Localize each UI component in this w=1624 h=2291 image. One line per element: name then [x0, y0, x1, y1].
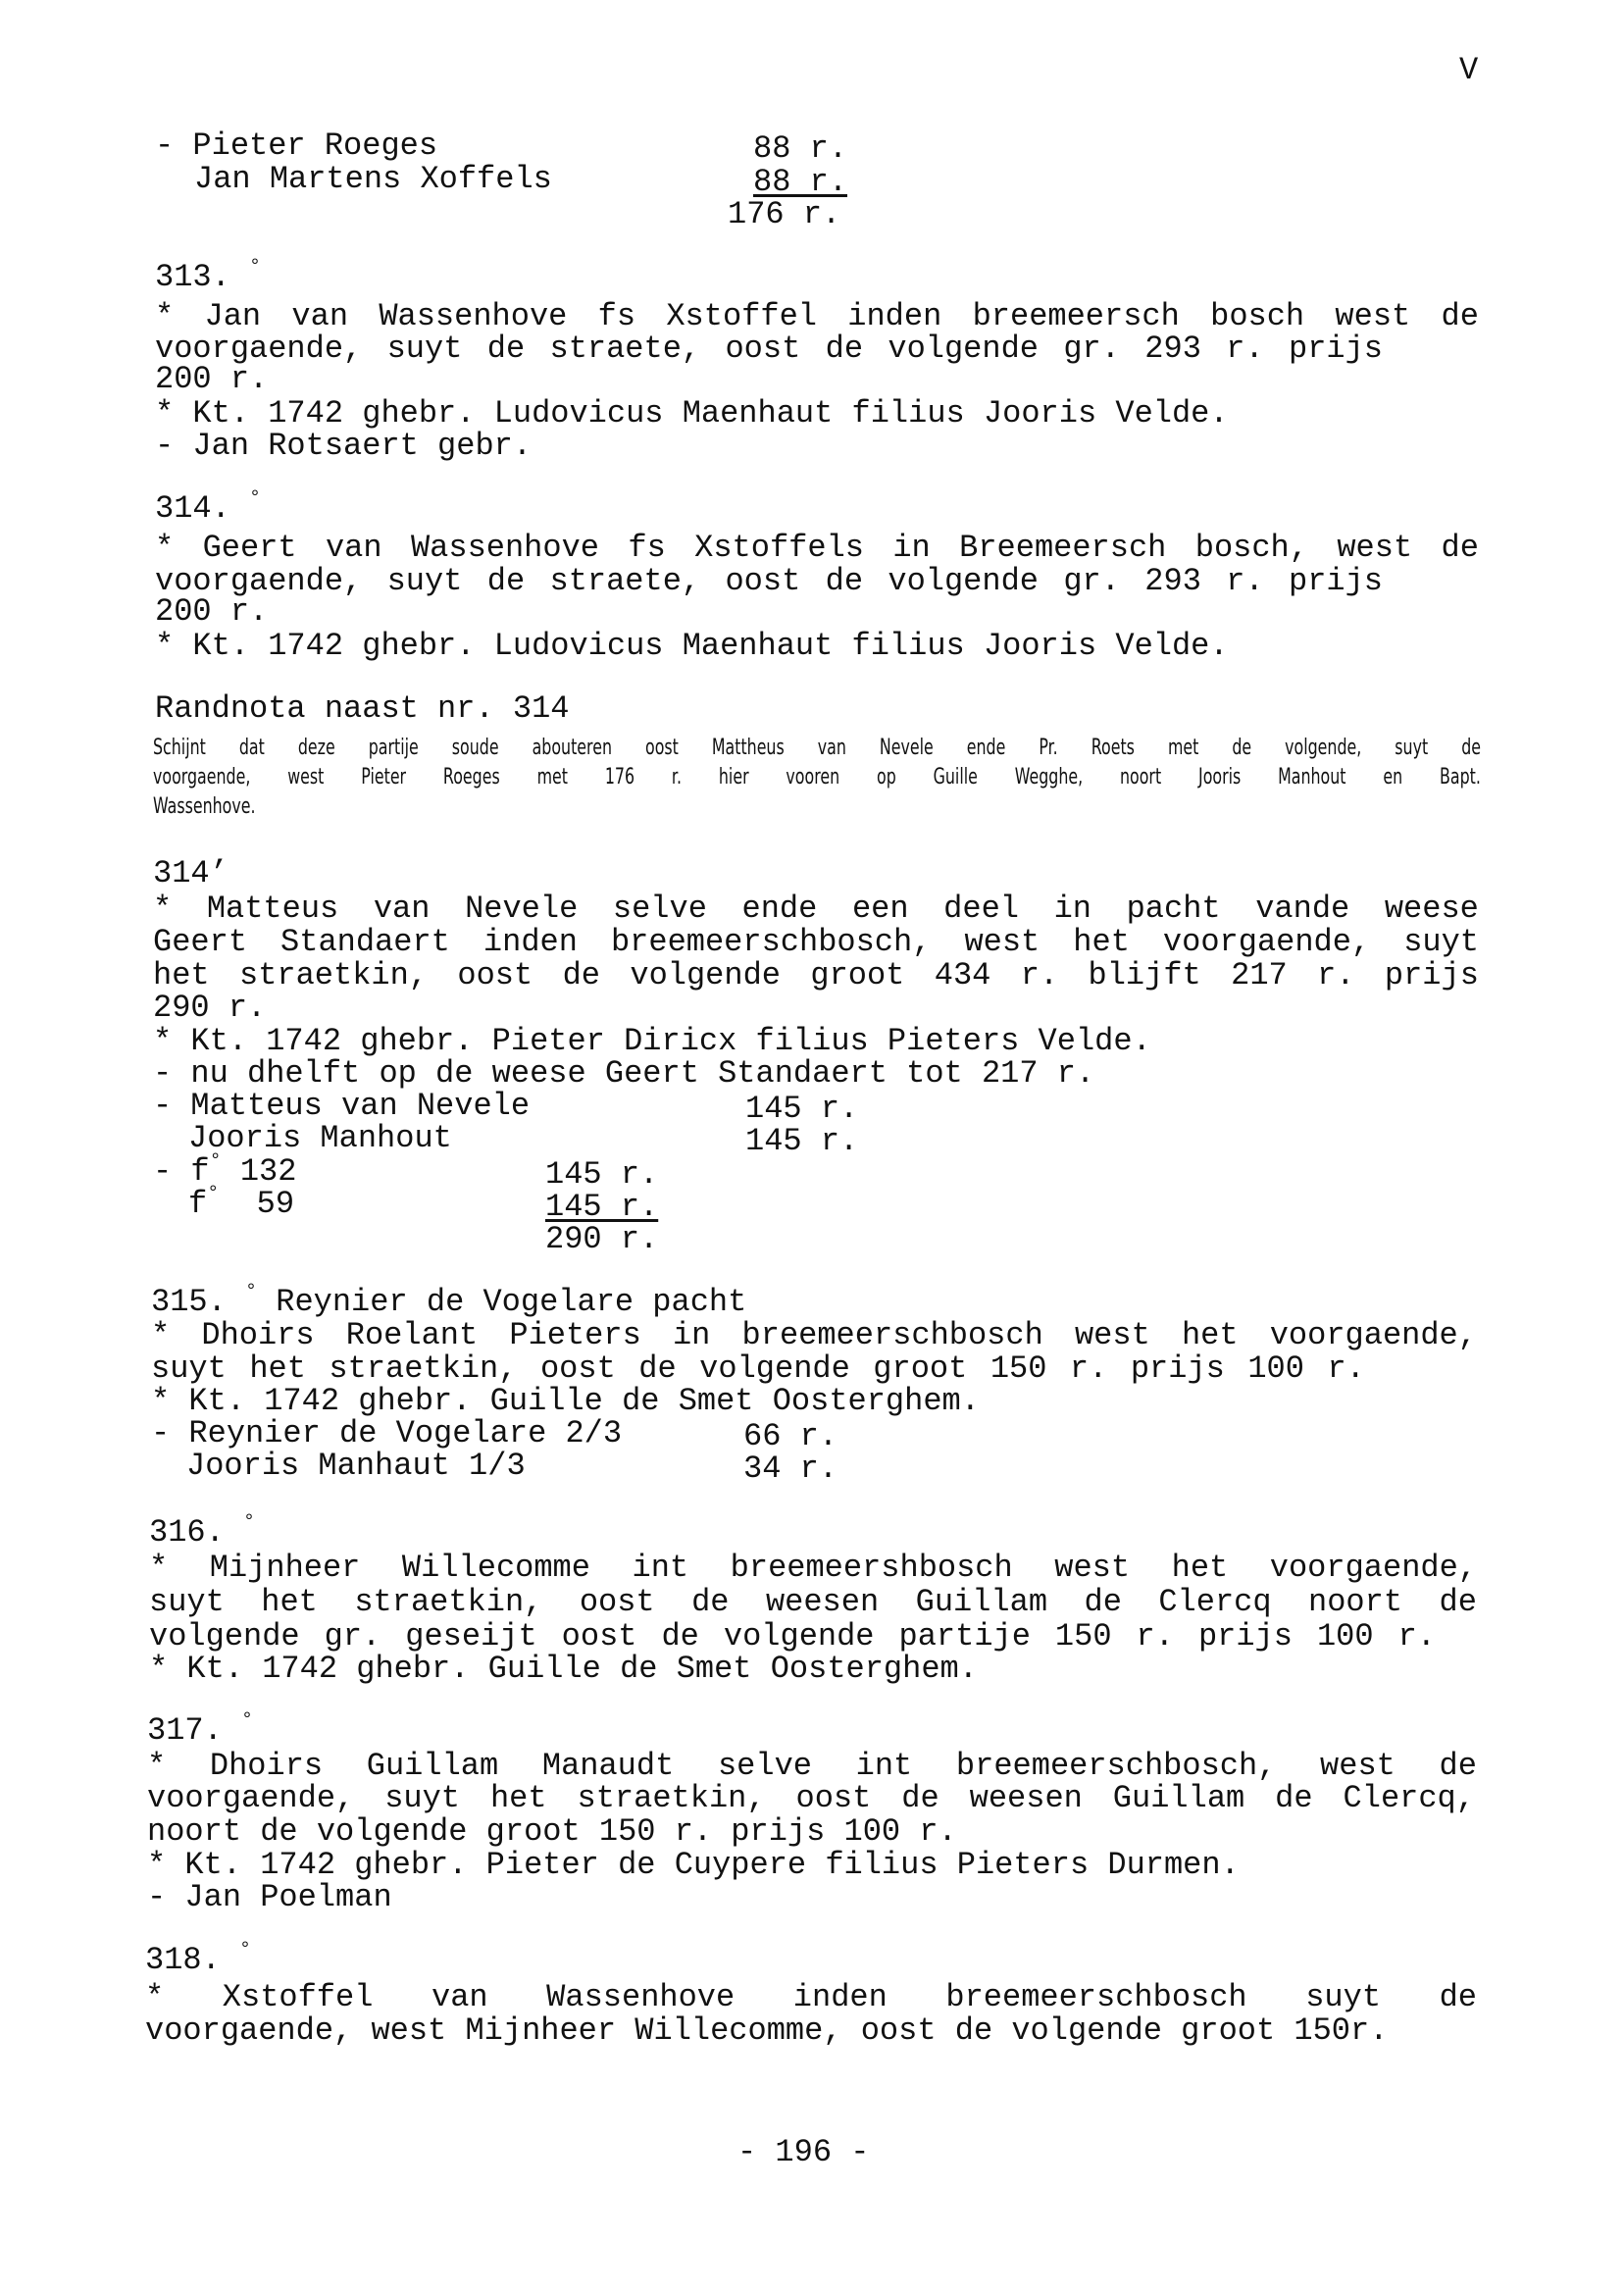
- word: vande: [1255, 891, 1350, 927]
- word: 150: [1054, 1618, 1112, 1655]
- word: int: [855, 1748, 913, 1784]
- word: fs: [597, 298, 636, 334]
- word: Jan: [204, 298, 262, 334]
- word: hier: [718, 765, 749, 789]
- word: Standaert: [280, 924, 450, 960]
- word: *: [145, 1979, 165, 2015]
- word: gr.: [1063, 331, 1120, 367]
- word: voorgaende,: [153, 765, 251, 789]
- entry-314-line3: 200 r.: [155, 593, 269, 630]
- word: inden: [792, 1979, 888, 2015]
- entry-314-line1: [155, 532, 1479, 564]
- entry-317-line1: [147, 1750, 1477, 1782]
- word: oost: [539, 1350, 616, 1387]
- entry-315-line2: [151, 1352, 1365, 1385]
- word: het: [153, 957, 210, 993]
- word: de: [1439, 1979, 1477, 2015]
- word: straetkin,: [354, 1584, 543, 1620]
- entry-314b-f-total: 290 r.: [545, 1221, 659, 1257]
- word: suyt: [386, 331, 463, 367]
- word: het: [1073, 924, 1130, 960]
- word: Roets: [1091, 736, 1135, 760]
- word: Dhoirs: [209, 1748, 324, 1784]
- word: Breemeersch: [959, 530, 1167, 566]
- word: van: [431, 1979, 488, 2015]
- word: van: [373, 891, 431, 927]
- entry-317-line4: * Kt. 1742 ghebr. Pieter de Cuypere filius Pieters Durmen.: [147, 1847, 1240, 1883]
- entry-317-line5: - Jan Poelman: [147, 1879, 392, 1915]
- word: dat: [238, 736, 265, 760]
- word: r.: [1136, 1618, 1174, 1655]
- word: de: [661, 1618, 699, 1655]
- word: gr.: [1063, 563, 1120, 599]
- word: het: [1171, 1550, 1229, 1586]
- word: fs: [628, 530, 666, 566]
- word: groot: [810, 957, 905, 993]
- word: r.: [1397, 1618, 1436, 1655]
- word: Bapt.: [1439, 765, 1481, 789]
- word: in: [672, 1317, 711, 1353]
- word: *: [153, 891, 173, 927]
- entry-314b-row1-name: - Matteus van Nevele: [153, 1088, 531, 1124]
- word: r.: [1069, 1350, 1108, 1387]
- word: geseijt: [405, 1618, 537, 1655]
- word: prijs: [1130, 1350, 1225, 1387]
- word: oost: [725, 331, 801, 367]
- word: r.: [1226, 331, 1264, 367]
- entry-314b-row2-name: Jooris Manhout: [188, 1120, 452, 1156]
- word: inden: [482, 924, 578, 960]
- entry-315-line3: * Kt. 1742 ghebr. Guille de Smet Oosterghem.: [151, 1383, 980, 1419]
- word: noort: [1308, 1584, 1403, 1620]
- word: Wassenhove: [410, 530, 599, 566]
- word: met: [1167, 736, 1199, 760]
- word: suyt: [1403, 924, 1479, 960]
- word: oost: [457, 957, 533, 993]
- word: r.: [1020, 957, 1059, 993]
- word: Clercq,: [1343, 1780, 1475, 1816]
- word: 293: [1144, 563, 1201, 599]
- word: selve: [717, 1748, 812, 1784]
- word: straetkin,: [329, 1350, 518, 1387]
- entry-313-line5: - Jan Rotsaert gebr.: [155, 428, 533, 464]
- word: oost: [725, 563, 801, 599]
- word: het: [249, 1350, 306, 1387]
- entry-316-line1: [149, 1552, 1477, 1584]
- word: Guille: [933, 765, 978, 789]
- word: r.: [1226, 563, 1264, 599]
- word: *: [151, 1317, 171, 1353]
- word: Geert: [153, 924, 248, 960]
- randnota-line1: [153, 734, 1481, 763]
- entry-314b-row1-value: 145 r.: [745, 1091, 859, 1127]
- word: r.: [671, 765, 683, 789]
- entry-315-row2-value: 34 r.: [743, 1451, 838, 1487]
- word: deze: [297, 736, 335, 760]
- entry-314-number: 314. °: [155, 487, 262, 527]
- page-marker: V: [1459, 52, 1479, 88]
- word: 176: [604, 765, 635, 789]
- word: west: [964, 924, 1040, 960]
- word: partije: [898, 1618, 1031, 1655]
- entry-316-line3: [149, 1620, 1436, 1653]
- word: voorgaende,: [1269, 1317, 1477, 1353]
- word: de: [486, 563, 526, 599]
- word: de: [901, 1780, 939, 1816]
- word: breemeerschbosch: [945, 1979, 1247, 2015]
- word: west: [287, 765, 325, 789]
- word: west: [1074, 1317, 1150, 1353]
- word: ende: [966, 736, 1006, 760]
- word: de: [1232, 736, 1252, 760]
- word: van: [325, 530, 382, 566]
- word: en: [1383, 765, 1403, 789]
- word: Manhout: [1278, 765, 1346, 789]
- word: Wassenhove: [546, 1979, 736, 2015]
- word: oost: [644, 736, 679, 760]
- word: de: [1441, 298, 1479, 334]
- word: volgende: [723, 1618, 875, 1655]
- word: oost: [579, 1584, 655, 1620]
- word: de: [1439, 1584, 1477, 1620]
- word: de: [638, 1350, 677, 1387]
- word: suyt: [151, 1350, 227, 1387]
- word: van: [291, 298, 349, 334]
- entry-314b-row2-value: 145 r.: [745, 1123, 859, 1159]
- word: het: [1181, 1317, 1239, 1353]
- word: Dhoirs: [201, 1317, 315, 1353]
- word: Roeges: [442, 765, 500, 789]
- entry-314b-line4: 290 r.: [153, 990, 267, 1026]
- entry-316-number: 316. °: [149, 1511, 256, 1551]
- entry-315-heading: 315. ° Reynier de Vogelare pacht: [151, 1281, 747, 1320]
- word: bosch,: [1194, 530, 1308, 566]
- word: 434: [934, 957, 991, 993]
- top-row2-value: 88 r.: [753, 164, 848, 200]
- entry-314b-f1: - f° 132: [153, 1150, 297, 1190]
- entry-317-line2: [147, 1782, 1475, 1814]
- word: deel: [943, 891, 1019, 927]
- word: weesen: [765, 1584, 880, 1620]
- entry-315-row1-name: - Reynier de Vogelare 2/3: [151, 1415, 623, 1451]
- word: voorgaende,: [147, 1780, 355, 1816]
- entry-313-line4: * Kt. 1742 ghebr. Ludovicus Maenhaut filius Jooris Velde.: [155, 395, 1229, 432]
- entry-315-row2-name: Jooris Manhaut 1/3: [186, 1448, 526, 1484]
- entry-314b-line2: [153, 926, 1479, 958]
- word: volgende: [630, 957, 781, 993]
- word: suyt: [384, 1780, 460, 1816]
- word: met: [536, 765, 568, 789]
- word: breemeerschbosch,: [955, 1748, 1277, 1784]
- word: in: [892, 530, 931, 566]
- word: selve: [612, 891, 707, 927]
- word: de: [1441, 530, 1479, 566]
- word: *: [155, 298, 175, 334]
- word: 293: [1144, 331, 1201, 367]
- word: Wegghe,: [1014, 765, 1084, 789]
- top-row1-value: 88 r.: [753, 130, 848, 167]
- entry-314-line4: * Kt. 1742 ghebr. Ludovicus Maenhaut filius Jooris Velde.: [155, 628, 1229, 664]
- entry-314b-f2-value: 145 r.: [545, 1189, 659, 1225]
- word: bosch: [1210, 298, 1305, 334]
- word: suyt: [386, 563, 463, 599]
- word: oost: [795, 1780, 872, 1816]
- word: volgende: [699, 1350, 850, 1387]
- word: int: [632, 1550, 689, 1586]
- word: volgende: [888, 331, 1039, 367]
- entry-314b-line1: [153, 892, 1479, 925]
- word: 100: [1247, 1350, 1304, 1387]
- word: voorgaende,: [155, 331, 363, 367]
- entry-316-line4: * Kt. 1742 ghebr. Guille de Smet Oosterghem.: [149, 1651, 978, 1687]
- entry-314b-number: 314’: [153, 855, 228, 891]
- word: west: [1335, 298, 1411, 334]
- word: de: [486, 331, 526, 367]
- word: prijs: [1288, 563, 1383, 599]
- word: straetkin,: [577, 1780, 766, 1816]
- word: Matteus: [206, 891, 339, 927]
- word: suyt: [1305, 1979, 1382, 2015]
- word: volgende,: [1285, 736, 1362, 760]
- word: een: [851, 891, 909, 927]
- word: west: [1337, 530, 1413, 566]
- word: Xstoffel: [666, 298, 817, 334]
- entry-314b-line6: - nu dhelft op de weese Geert Standaert tot 217 r.: [153, 1055, 1095, 1092]
- word: soude: [451, 736, 499, 760]
- word: vooren: [786, 765, 840, 789]
- entry-316-line2: [149, 1586, 1477, 1618]
- word: Guillam: [915, 1584, 1048, 1620]
- word: Nevele: [879, 736, 934, 760]
- word: Xstoffels: [694, 530, 864, 566]
- word: inden: [847, 298, 942, 334]
- entry-314b-line5: * Kt. 1742 ghebr. Pieter Diricx filius Pieters Velde.: [153, 1023, 1151, 1059]
- entry-314b-f1-value: 145 r.: [545, 1156, 659, 1193]
- randnota-heading: Randnota naast nr. 314: [155, 690, 570, 727]
- page-number: - 196 -: [737, 2134, 870, 2170]
- word: straete,: [549, 563, 701, 599]
- word: partije: [368, 736, 419, 760]
- randnota-line2: [153, 763, 1481, 792]
- word: de: [562, 957, 600, 993]
- word: breemeershbosch: [730, 1550, 1013, 1586]
- word: de: [1461, 736, 1481, 760]
- word: Schijnt: [153, 736, 206, 760]
- word: breemeerschbosch: [741, 1317, 1043, 1353]
- word: voorgaende,: [1269, 1550, 1477, 1586]
- word: Wassenhove: [379, 298, 568, 334]
- top-row2-name: Jan Martens Xoffels: [194, 161, 552, 197]
- word: volgende: [888, 563, 1039, 599]
- word: pacht: [1126, 891, 1221, 927]
- word: Clercq: [1158, 1584, 1272, 1620]
- word: voorgaende,: [155, 563, 363, 599]
- entry-313-line1: [155, 300, 1479, 332]
- entry-318-line2: voorgaende, west Mijnheer Willecomme, oost de volgende groot 150r.: [145, 2012, 1389, 2049]
- word: suyt: [149, 1584, 225, 1620]
- word: Mijnheer: [209, 1550, 361, 1586]
- word: Guillam: [366, 1748, 499, 1784]
- word: 217: [1231, 957, 1288, 993]
- word: 150: [990, 1350, 1047, 1387]
- word: straetkin,: [238, 957, 429, 993]
- word: Pieter: [361, 765, 407, 789]
- word: straete,: [549, 331, 701, 367]
- word: het: [261, 1584, 318, 1620]
- word: prijs: [1288, 331, 1383, 367]
- word: Guillam: [1112, 1780, 1245, 1816]
- word: blijft: [1088, 957, 1201, 993]
- word: gr.: [324, 1618, 381, 1655]
- word: oost: [561, 1618, 637, 1655]
- top-total: 176 r.: [728, 196, 841, 232]
- word: de: [691, 1584, 730, 1620]
- word: *: [149, 1550, 169, 1586]
- word: Nevele: [465, 891, 579, 927]
- word: west: [1320, 1748, 1396, 1784]
- word: in: [1053, 891, 1091, 927]
- word: Jooris: [1198, 765, 1242, 789]
- word: Manaudt: [541, 1748, 675, 1784]
- word: noort: [1120, 765, 1162, 789]
- word: Geert: [202, 530, 297, 566]
- word: de: [825, 331, 864, 367]
- entry-313-line3: 200 r.: [155, 361, 269, 397]
- randnota-line3: Wassenhove.: [153, 794, 256, 819]
- entry-313-line2: [155, 332, 1383, 365]
- word: prijs: [1197, 1618, 1293, 1655]
- word: r.: [1317, 957, 1355, 993]
- word: Pr.: [1039, 736, 1058, 760]
- entry-318-line1: [145, 1981, 1477, 2013]
- word: Pieters: [509, 1317, 641, 1353]
- word: het: [489, 1780, 547, 1816]
- word: de: [1275, 1780, 1313, 1816]
- word: volgende: [149, 1618, 300, 1655]
- word: ende: [741, 891, 818, 927]
- word: r.: [1327, 1350, 1365, 1387]
- entry-314b-f2: f° 59: [188, 1183, 295, 1222]
- entry-315-row1-value: 66 r.: [743, 1418, 838, 1454]
- word: Willecomme: [401, 1550, 590, 1586]
- word: weese: [1384, 891, 1479, 927]
- word: suyt: [1395, 736, 1429, 760]
- word: Xstoffel: [222, 1979, 374, 2015]
- word: *: [147, 1748, 167, 1784]
- word: prijs: [1384, 957, 1479, 993]
- word: west: [1054, 1550, 1131, 1586]
- entry-314b-line3: [153, 959, 1479, 992]
- word: van: [817, 736, 846, 760]
- entry-315-line1: [151, 1319, 1477, 1351]
- top-row1-name: - Pieter Roeges: [155, 127, 438, 164]
- word: op: [877, 765, 896, 789]
- word: *: [155, 530, 175, 566]
- entry-317-number: 317. °: [147, 1709, 254, 1749]
- entry-317-line3: noort de volgende groot 150 r. prijs 100 r.: [147, 1813, 957, 1850]
- entry-314-line2: [155, 565, 1383, 597]
- word: groot: [873, 1350, 968, 1387]
- word: 100: [1316, 1618, 1374, 1655]
- word: Mattheus: [711, 736, 785, 760]
- word: de: [1084, 1584, 1122, 1620]
- word: de: [825, 563, 864, 599]
- word: breemeersch: [972, 298, 1180, 334]
- entry-313-number: 313. °: [155, 256, 262, 295]
- word: voorgaende,: [1162, 924, 1371, 960]
- word: breemeerschbosch,: [610, 924, 932, 960]
- word: de: [1439, 1748, 1477, 1784]
- word: abouteren: [532, 736, 612, 760]
- word: Roelant: [345, 1317, 479, 1353]
- word: weesen: [969, 1780, 1083, 1816]
- entry-318-number: 318. °: [145, 1939, 252, 1978]
